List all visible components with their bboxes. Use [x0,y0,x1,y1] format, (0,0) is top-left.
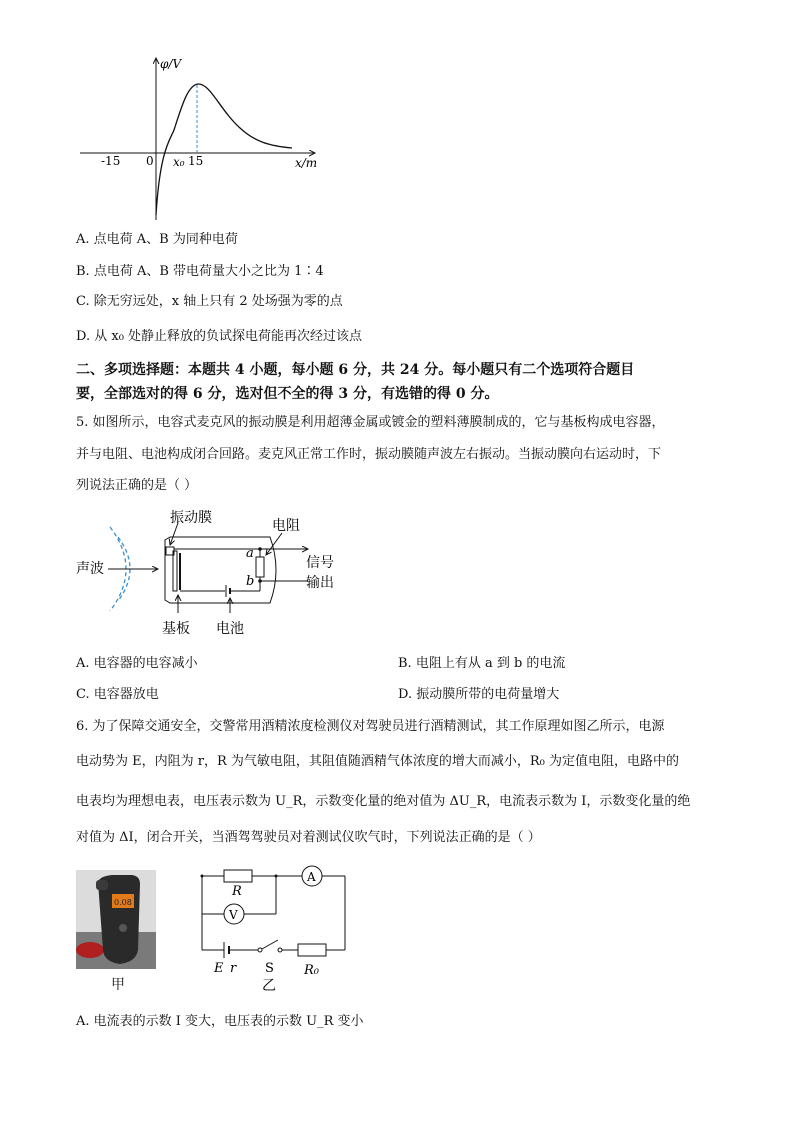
sound-label: 声波 [76,561,104,577]
base-plate [173,551,177,591]
label-b: b [246,574,255,589]
battery-label: 电池 [216,621,244,637]
resistor-R0 [298,944,326,956]
voltmeter-label: V [229,908,238,922]
resistor [256,557,264,577]
q5-stem-line3: 列说法正确的是（ ） [76,478,198,493]
q4-option-a[interactable]: A. 点电荷 A、B 为同种电荷 [76,232,238,247]
tick-15: 15 [188,154,204,168]
breathalyzer-display: 0.08 [114,898,132,907]
tick-0: 0 [146,154,154,168]
q5-stem-line2: 并与电阻、电池构成闭合回路。麦克风正常工作时，振动膜随声波左右振动。当振动膜向右运动时，下 [76,447,662,462]
q4-option-b[interactable]: B. 点电荷 A、B 带电荷量大小之比为 1∶4 [76,264,324,279]
membrane-label: 振动膜 [170,510,212,526]
q6-stem-line4: 对值为 ΔI，闭合开关，当酒驾驾驶员对着测试仪吹气时，下列说法正确的是（ ） [76,830,541,845]
resistor-label: 电阻 [272,518,300,534]
label-a: a [246,546,254,561]
base-label: 基板 [162,621,190,637]
q5-option-b[interactable]: B. 电阻上有从 a 到 b 的电流 [398,656,566,671]
resistor-R-label: R [232,884,242,899]
resistor-R0-label: R₀ [304,963,319,978]
q6-stem-line2: 电动势为 E，内阻为 r，R 为气敏电阻，其阻值随酒精气体浓度的增大而减小，R₀ 为定值电阻，电路中的 [76,754,680,769]
ammeter-label: A [307,870,316,884]
q5-option-a[interactable]: A. 电容器的电容减小 [76,656,198,671]
q4-option-c[interactable]: C. 除无穷远处，x 轴上只有 2 处场强为零的点 [76,294,343,309]
tick-x0: x₀ [173,155,185,169]
breathalyzer-photo [76,870,156,969]
switch-label: S [265,961,274,976]
label-jia: 甲 [111,977,125,993]
y-axis-label: φ/V [160,57,182,71]
switch [262,940,278,949]
potential-graph [70,50,330,225]
q6-option-a[interactable]: A. 电流表的示数 I 变大，电压表的示数 U_R 变小 [76,1014,364,1029]
x-axis-label: x/m [295,156,318,170]
signal-label-2: 输出 [306,575,334,591]
potential-curve [156,84,292,215]
q6-stem-line1: 6. 为了保障交通安全，交警常用酒精浓度检测仪对驾驶员进行酒精测试，其工作原理如图乙所示，电源 [76,719,665,734]
microphone-diagram [70,505,370,645]
internal-r-label: r [230,961,237,976]
q5-option-d[interactable]: D. 振动膜所带的电荷量增大 [398,687,560,702]
q5-option-c[interactable]: C. 电容器放电 [76,687,159,702]
q4-option-d[interactable]: D. 从 x₀ 处静止释放的负试探电荷能再次经过该点 [76,329,363,344]
q6-stem-line3: 电表均为理想电表，电压表示数为 U_R，示数变化量的绝对值为 ΔU_R，电流表示数为 I，示数变化量的绝 [76,794,691,809]
emf-label: E [214,961,224,976]
section2-heading-line1: 二、多项选择题：本题共 4 小题，每小题 6 分，共 24 分。每小题只有二个选项符合题目 [76,362,635,378]
tick-neg15: -15 [101,154,121,168]
label-yi: 乙 [262,978,276,994]
breathalyzer-circuit [190,860,360,995]
resistor-R [224,870,252,882]
signal-label-1: 信号 [306,555,334,571]
section2-heading-line2: 要，全部选对的得 6 分，选对但不全的得 3 分，有选错的得 0 分。 [76,386,499,402]
q5-stem-line1: 5. 如图所示，电容式麦克风的振动膜是利用超薄金属或镀金的塑料薄膜制成的，它与基板构成电容器， [76,415,665,430]
